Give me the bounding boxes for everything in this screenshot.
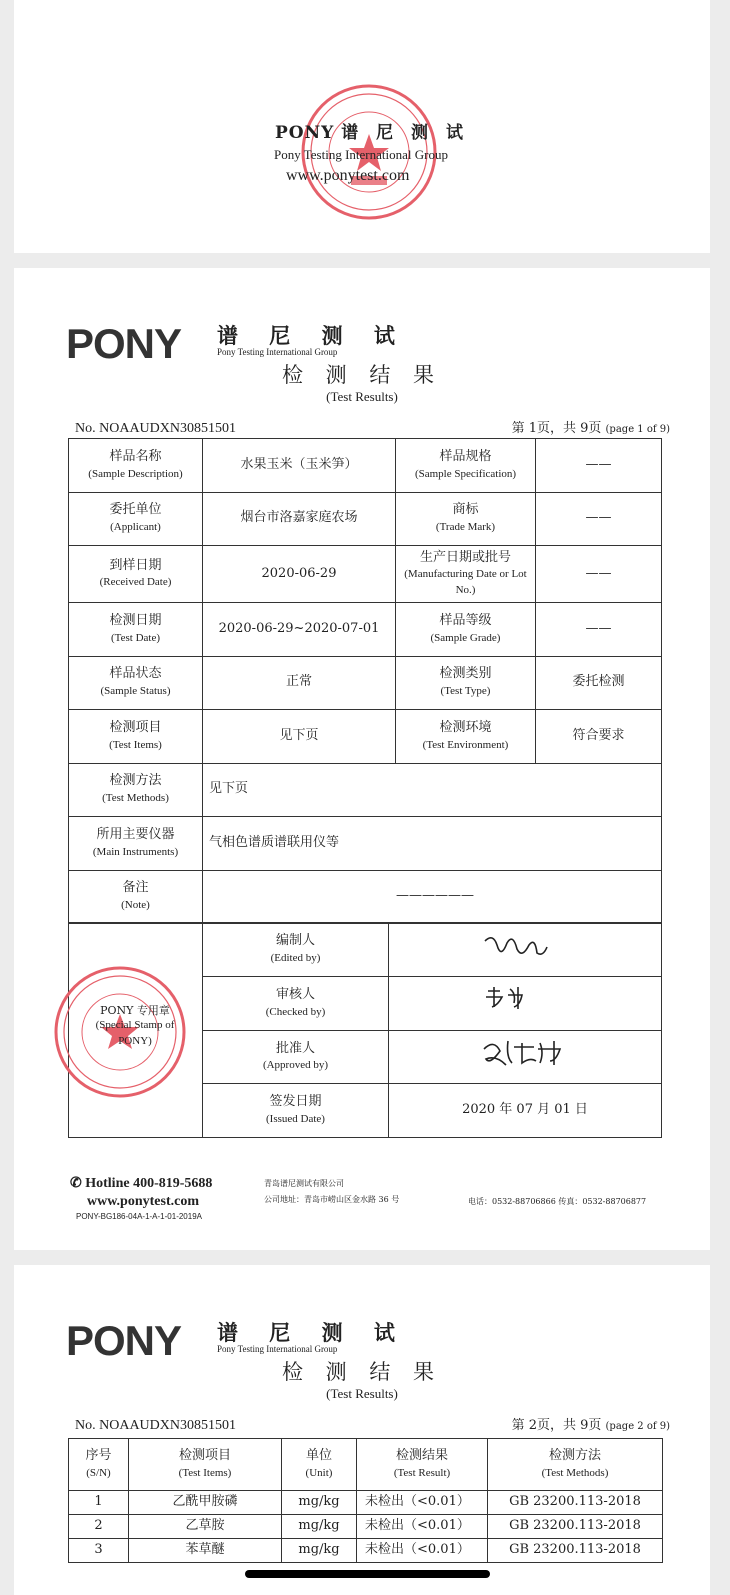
value-cell: 正常 <box>203 656 396 710</box>
result-cell: 2 <box>69 1515 129 1539</box>
pony-logo: PONY <box>66 320 182 367</box>
label-en: (Approved by) <box>262 1059 329 1072</box>
stamp-label-en: (Special Stamp of PONY) <box>95 1019 175 1047</box>
value-cell: 烟台市洛嘉家庭农场 <box>203 492 396 546</box>
company-address: 公司地址：青岛市崂山区金水路 36 号 <box>264 1195 400 1204</box>
label-cell <box>129 1439 282 1491</box>
label-cn: 到样日期 <box>109 557 162 573</box>
report-number: No. NOAAUDXN30851501 <box>75 1418 236 1433</box>
label-cn: 样品规格 <box>439 448 492 464</box>
label-en: (Test Environment) <box>422 738 509 751</box>
label-cn: 样品名称 <box>109 448 162 464</box>
label-en: (Test Type) <box>440 685 491 698</box>
label-cell <box>69 817 203 871</box>
value-cell: 2020-06-29~2020-07-01 <box>203 603 396 657</box>
label-en: (Test Methods) <box>102 792 169 805</box>
result-cell: mg/kg <box>282 1539 357 1563</box>
label-cell <box>203 1084 389 1138</box>
signature <box>389 1030 662 1084</box>
page-number-en: (page 2 of 9) <box>605 1421 670 1432</box>
label-cn: 备注 <box>122 880 149 896</box>
value-cell: 2020-06-29 <box>203 546 396 603</box>
report-title: 检 测 结 果 <box>281 1360 443 1384</box>
value-cell: 符合要求 <box>536 710 662 764</box>
value-cell: —— <box>536 603 662 657</box>
form-code: PONY-BG186-04A-1-A-1-01-2019A <box>76 1212 202 1221</box>
label-cn: 商标 <box>452 502 479 518</box>
label-en: (Test Date) <box>110 631 160 644</box>
table-row <box>69 763 662 817</box>
pony-logo: PONY <box>66 1317 182 1364</box>
label-cn: 检测类别 <box>439 666 492 682</box>
label-cn: 批准人 <box>275 1040 315 1056</box>
table-row <box>69 603 662 657</box>
result-cell: 未检出（<0.01） <box>357 1515 488 1539</box>
label-cn: 编制人 <box>275 933 315 948</box>
table-row <box>69 1515 663 1539</box>
phone-icon: ✆ <box>70 1176 82 1191</box>
label-cn: 审核人 <box>275 986 315 1002</box>
value-cell: —— <box>536 492 662 546</box>
label-cn: 检测方法 <box>109 773 162 789</box>
page-3 <box>14 1265 710 1595</box>
result-cell: GB 23200.113-2018 <box>488 1491 663 1515</box>
label-en: (Trade Mark) <box>435 521 496 534</box>
page-number-cn: 第 1页，共 9页 <box>511 421 602 436</box>
label-cn: 检测环境 <box>439 719 492 735</box>
report-subtitle: (Test Results) <box>326 1386 398 1401</box>
table-row <box>69 1539 663 1563</box>
brand-name: PONY <box>275 123 335 143</box>
label-en: (Test Result) <box>393 1466 451 1479</box>
label-cn: 所用主要仪器 <box>96 826 175 842</box>
brand-name-cn: 谱 尼 测 试 <box>341 123 469 143</box>
label-cell <box>203 976 389 1030</box>
result-cell: 1 <box>69 1491 129 1515</box>
logo-cn: 谱 尼 测 试 <box>217 1320 407 1345</box>
label-cell <box>488 1439 663 1491</box>
label-cell <box>203 923 389 977</box>
value-cell: —— <box>536 439 662 493</box>
label-en: (Test Items) <box>178 1466 232 1479</box>
label-cell <box>282 1439 357 1491</box>
sample-info-table <box>68 438 662 924</box>
label-cn: 检测项目 <box>109 719 162 735</box>
label-cell <box>396 710 536 764</box>
page-number-en: (page 1 of 9) <box>605 424 670 435</box>
page-number-cn: 第 2页，共 9页 <box>511 1418 602 1433</box>
value-cell: 委托检测 <box>536 656 662 710</box>
label-en: (Issued Date) <box>266 1113 325 1126</box>
label-cn: 签发日期 <box>269 1094 322 1110</box>
signature <box>389 923 662 977</box>
footer-website: www.ponytest.com <box>87 1194 199 1209</box>
value-cell: —— <box>536 546 662 603</box>
table-header-row <box>69 1439 663 1491</box>
table-row <box>69 439 662 493</box>
label-en: (Applicant) <box>110 521 161 534</box>
table-row <box>69 546 662 603</box>
brand-line <box>275 124 469 143</box>
result-cell: 苯草醚 <box>129 1539 282 1563</box>
label-cn: 样品等级 <box>439 612 492 628</box>
table-row <box>69 710 662 764</box>
stamp-label-cn: PONY 专用章 <box>100 1004 170 1017</box>
result-cell: 未检出（<0.01） <box>357 1491 488 1515</box>
report-subtitle: (Test Results) <box>326 389 398 404</box>
table-row <box>69 1491 663 1515</box>
label-cn: 单位 <box>305 1448 332 1464</box>
label-cn: 样品状态 <box>109 666 162 682</box>
label-en: (Checked by) <box>265 1005 326 1018</box>
label-en: (Unit) <box>305 1466 333 1479</box>
issued-date: 2020 年 07 月 01 日 <box>389 1084 662 1138</box>
label-en: (Manufacturing Date or Lot No.) <box>404 568 527 597</box>
result-cell: mg/kg <box>282 1491 357 1515</box>
label-cell <box>396 546 536 603</box>
label-en: (Received Date) <box>99 576 172 589</box>
label-cell <box>69 603 203 657</box>
label-cell <box>69 710 203 764</box>
page-2 <box>14 268 710 1250</box>
logo-cn: 谱 尼 测 试 <box>217 323 407 348</box>
table-row <box>69 817 662 871</box>
label-cell <box>396 656 536 710</box>
hotline-text: Hotline 400-819-5688 <box>85 1176 213 1191</box>
report-title: 检 测 结 果 <box>281 363 443 387</box>
label-en: (S/N) <box>86 1466 111 1479</box>
company-phone: 电话：0532-88706866 传真：0532-88706877 <box>468 1197 647 1206</box>
label-cn: 检测结果 <box>395 1448 448 1464</box>
label-en: (Test Items) <box>109 738 162 751</box>
value-cell: 水果玉米（玉米笋） <box>203 439 396 493</box>
logo-en: Pony Testing International Group <box>217 1344 338 1354</box>
label-en: (Test Methods) <box>541 1466 609 1479</box>
label-cell <box>69 1439 129 1491</box>
label-cn: 检测方法 <box>548 1448 601 1464</box>
label-cn: 检测日期 <box>109 612 162 628</box>
label-cn: 检测项目 <box>178 1448 231 1464</box>
result-cell: mg/kg <box>282 1515 357 1539</box>
label-en: (Main Instruments) <box>92 845 179 858</box>
label-cn: 序号 <box>85 1448 112 1464</box>
group-name: Pony Testing International Group <box>274 147 448 162</box>
page-1 <box>14 0 710 253</box>
label-cell <box>357 1439 488 1491</box>
hotline <box>70 1176 212 1191</box>
table-row <box>69 492 662 546</box>
label-cell <box>396 439 536 493</box>
special-stamp-label <box>68 1003 202 1049</box>
value-cell: 气相色谱质谱联用仪等 <box>203 817 662 871</box>
logo-en: Pony Testing International Group <box>217 347 338 357</box>
result-cell: 未检出（<0.01） <box>357 1539 488 1563</box>
label-en: (Sample Status) <box>100 685 171 698</box>
company-name: 青岛谱尼测试有限公司 <box>264 1179 344 1188</box>
results-table <box>68 1438 663 1563</box>
page-number <box>512 1419 670 1433</box>
label-cn: 生产日期或批号 <box>419 549 511 565</box>
result-cell: 乙酰甲胺磷 <box>129 1491 282 1515</box>
label-en: (Sample Grade) <box>430 631 501 644</box>
label-cell <box>69 763 203 817</box>
label-cell <box>396 492 536 546</box>
label-cell <box>69 439 203 493</box>
label-cn: 委托单位 <box>109 502 162 518</box>
result-cell: 3 <box>69 1539 129 1563</box>
value-cell: 见下页 <box>203 710 396 764</box>
value-cell: 见下页 <box>203 763 662 817</box>
result-cell: GB 23200.113-2018 <box>488 1539 663 1563</box>
label-en: (Sample Specification) <box>414 467 517 480</box>
label-en: (Edited by) <box>270 951 321 964</box>
table-row <box>69 656 662 710</box>
label-cell <box>69 546 203 603</box>
label-cell <box>396 603 536 657</box>
value-cell: —————— <box>203 870 662 924</box>
home-indicator[interactable] <box>245 1570 490 1578</box>
report-number: No. NOAAUDXN30851501 <box>75 421 236 436</box>
label-en: (Sample Description) <box>88 467 183 480</box>
page-number <box>512 422 670 436</box>
label-cell <box>69 492 203 546</box>
label-cell <box>203 1030 389 1084</box>
table-row <box>69 870 662 924</box>
signature <box>389 976 662 1030</box>
result-cell: 乙草胺 <box>129 1515 282 1539</box>
label-en: (Note) <box>121 899 150 912</box>
label-cell <box>69 656 203 710</box>
result-cell: GB 23200.113-2018 <box>488 1515 663 1539</box>
label-cell <box>69 870 203 924</box>
website: www.ponytest.com <box>286 167 410 184</box>
